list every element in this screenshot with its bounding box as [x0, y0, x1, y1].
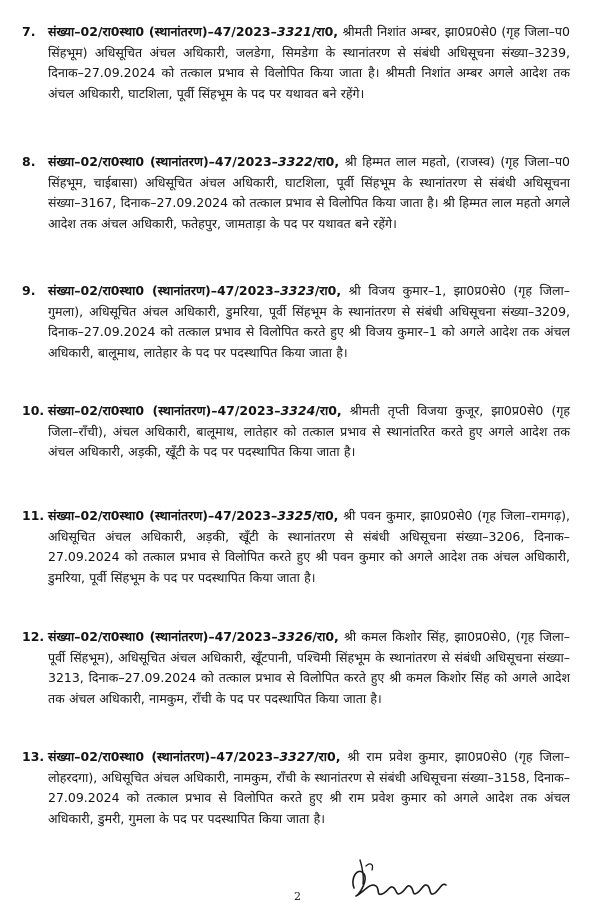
reference-suffix: /रा0,: [315, 403, 342, 418]
reference-number: [48, 629, 339, 644]
reference-prefix: संख्या–02/रा0स्था0 (स्थानांतरण)–47/2023–: [48, 629, 278, 644]
item-body: [48, 281, 570, 363]
item-text: श्रीमती निशांत अम्बर, झा0प्र0से0 (गृह जिला–प0 सिंहभूम) अधिसूचित अंचल अधिकारी, जलडेगा, सिमडेगा के स्थानांतरण से संबंधी अधिसूचना संख्या–3239, दिनाक–27.09.2024 को तत्काल प्रभाव से विलोपित किया जाता है। श्रीमती निशांत अम्बर अगले आदेश तक अंचल अधिकारी, घाटशिला, पूर्वी सिंहभूम के पद पर यथावत बने रहेंगे।: [48, 24, 570, 101]
item-number: 12.: [22, 629, 45, 644]
page-number: 2: [294, 890, 301, 903]
item-number: 10.: [22, 403, 45, 418]
reference-suffix: /रा0,: [311, 24, 339, 39]
notification-item-9: [22, 281, 570, 363]
item-body: [48, 152, 570, 234]
reference-suffix: /रा0,: [312, 629, 339, 644]
reference-prefix: संख्या–02/रा0स्था0 (स्थानांतरण)–47/2023–: [48, 508, 278, 523]
item-text: श्री राम प्रवेश कुमार, झा0प्र0से0 (गृह जिला–लोहरदगा), अधिसूचित अंचल अधिकारी, नामकुम, राँची के स्थानांतरण से संबंधी अधिसूचना संख्या–3158, दिनाक–27.09.2024 को तत्काल प्रभाव से विलोपित करते हुए श्री राम प्रवेश कुमार को अगले आदेश तक अंचल अधिकारी, डुमरी, गुमला के पद पर पदस्थापित किया जाता है।: [48, 749, 570, 826]
reference-prefix: संख्या–02/रा0स्था0 (स्थानांतरण)–47/2023–: [48, 154, 278, 169]
item-text: श्री विजय कुमार–1, झा0प्र0से0 (गृह जिला–गुमला), अधिसूचित अंचल अधिकारी, डुमरिया, पूर्वी सिंहभूम के स्थानांतरण से संबंधी अधिसूचना संख्या–3209, दिनाक–27.09.2024 को तत्काल प्रभाव से विलोपित करते हुए श्री विजय कुमार–1 को अगले आदेश तक अंचल अधिकारी, बालूमाथ, लातेहार के पद पर पदस्थापित किया जाता है।: [48, 283, 570, 360]
reference-serial: 3324: [280, 403, 316, 418]
item-body: [48, 747, 570, 829]
reference-suffix: /रा0,: [314, 283, 342, 298]
reference-serial: 3325: [277, 508, 313, 523]
reference-number: [48, 749, 340, 764]
reference-suffix: /रा0,: [312, 154, 340, 169]
reference-suffix: /रा0,: [314, 749, 341, 764]
item-number: 7.: [22, 24, 36, 39]
item-text: श्रीमती तृप्ती विजया कुजूर, झा0प्र0से0 (गृह जिला–राँची), अंचल अधिकारी, बालूमाथ, लातेहार को तत्काल प्रभाव से स्थानांतरित करते हुए अगले आदेश तक अंचल अधिकारी, अड़की, खूँटी के पद पर पदस्थापित किया जाता है।: [48, 403, 570, 460]
item-body: [48, 22, 570, 104]
reference-number: [48, 508, 338, 523]
item-text: श्री हिम्मत लाल महतो, (राजस्व) (गृह जिला–प0 सिंहभूम, चाईबासा) अधिसूचित अंचल अधिकारी, घाटशिला, पूर्वी सिंहभूम के स्थानांतरण से संबंधी अधिसूचना संख्या–3167, दिनाक–27.09.2024 को तत्काल प्रभाव से विलोपित किया जाता है। श्री हिम्मत लाल महतो अगले आदेश तक अंचल अधिकारी, फतेहपुर, जामताड़ा के पद पर यथावत बने रहेंगे।: [48, 154, 570, 231]
item-text: श्री कमल किशोर सिंह, झा0प्र0से0, (गृह जिला–पूर्वी सिंहभूम), अधिसूचित अंचल अधिकारी, खूँटपानी, पश्चिमी सिंहभूम के स्थानांतरण से संबंधी अधिसूचना संख्या–3213, दिनाक–27.09.2024 को तत्काल प्रभाव से विलोपित करते हुए श्री कमल किशोर सिंह को अगले आदेश तक अंचल अधिकारी, नामकुम, राँची के पद पर पदस्थापित किया जाता है।: [48, 629, 570, 706]
notification-item-11: [22, 506, 570, 588]
reference-suffix: /रा0,: [312, 508, 339, 523]
reference-serial: 3327: [279, 749, 315, 764]
reference-number: [48, 283, 341, 298]
reference-number: [48, 403, 342, 418]
reference-serial: 3326: [277, 629, 313, 644]
item-body: [48, 506, 570, 588]
reference-serial: 3323: [279, 283, 315, 298]
reference-prefix: संख्या–02/रा0स्था0 (स्थानांतरण)–47/2023–: [48, 403, 281, 418]
reference-serial: 3321: [276, 24, 312, 39]
reference-prefix: संख्या–02/रा0स्था0 (स्थानांतरण)–47/2023–: [48, 24, 277, 39]
item-text: श्री पवन कुमार, झा0प्र0से0 (गृह जिला–रामगढ़), अधिसूचित अंचल अधिकारी, अड़की, खूँटी के स्थानांतरण से संबंधी अधिसूचना संख्या–3206, दिनाक–27.09.2024 को तत्काल प्रभाव से विलोपित करते हुए श्री पवन कुमार को अगले आदेश तक अंचल अधिकारी, डुमरिया, पूर्वी सिंहभूम के पद पर पदस्थापित किया जाता है।: [48, 508, 570, 585]
reference-number: [48, 154, 339, 169]
notification-item-10: [22, 401, 570, 463]
notification-item-7: [22, 22, 570, 104]
item-number: 13.: [22, 749, 45, 764]
item-body: [48, 401, 570, 463]
reference-prefix: संख्या–02/रा0स्था0 (स्थानांतरण)–47/2023–: [48, 283, 280, 298]
reference-number: [48, 24, 338, 39]
item-number: 8.: [22, 154, 36, 169]
reference-serial: 3322: [277, 154, 313, 169]
reference-prefix: संख्या–02/रा0स्था0 (स्थानांतरण)–47/2023–: [48, 749, 280, 764]
item-body: [48, 627, 570, 709]
notification-item-12: [22, 627, 570, 709]
item-number: 11.: [22, 508, 45, 523]
item-number: 9.: [22, 283, 36, 298]
notification-item-13: [22, 747, 570, 829]
notification-item-8: [22, 152, 570, 234]
